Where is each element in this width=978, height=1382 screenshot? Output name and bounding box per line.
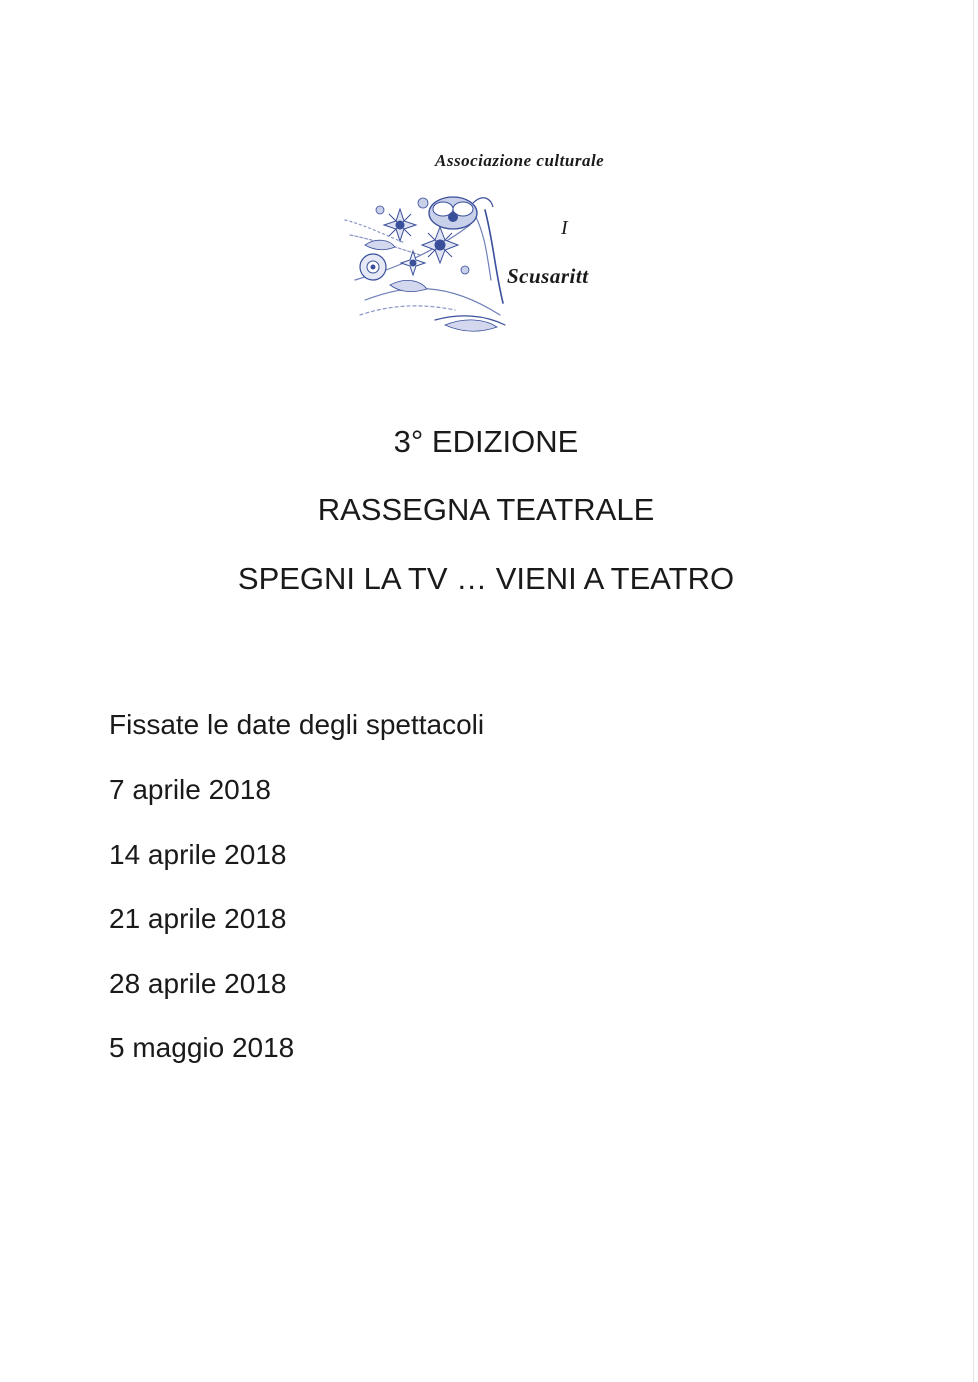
logo-association-label: Associazione culturale	[435, 151, 605, 170]
slogan-heading: SPEGNI LA TV … VIENI A TEATRO	[237, 561, 735, 596]
logo-name: Scusaritt	[507, 264, 589, 288]
page-edge	[973, 0, 974, 1382]
show-date: 5 maggio 2018	[109, 1032, 295, 1063]
intro-text: Fissate le date degli spettacoli	[109, 709, 485, 740]
show-date: 7 aprile 2018	[109, 774, 271, 805]
logo-article: I	[561, 217, 568, 239]
association-logo	[335, 145, 655, 340]
show-date: 21 aprile 2018	[109, 903, 287, 934]
festival-heading: RASSEGNA TEATRALE	[317, 492, 655, 527]
show-date: 14 aprile 2018	[109, 839, 287, 870]
edition-heading: 3° EDIZIONE	[393, 424, 579, 459]
show-date: 28 aprile 2018	[109, 968, 287, 999]
flower-bouquet-icon	[335, 185, 535, 340]
